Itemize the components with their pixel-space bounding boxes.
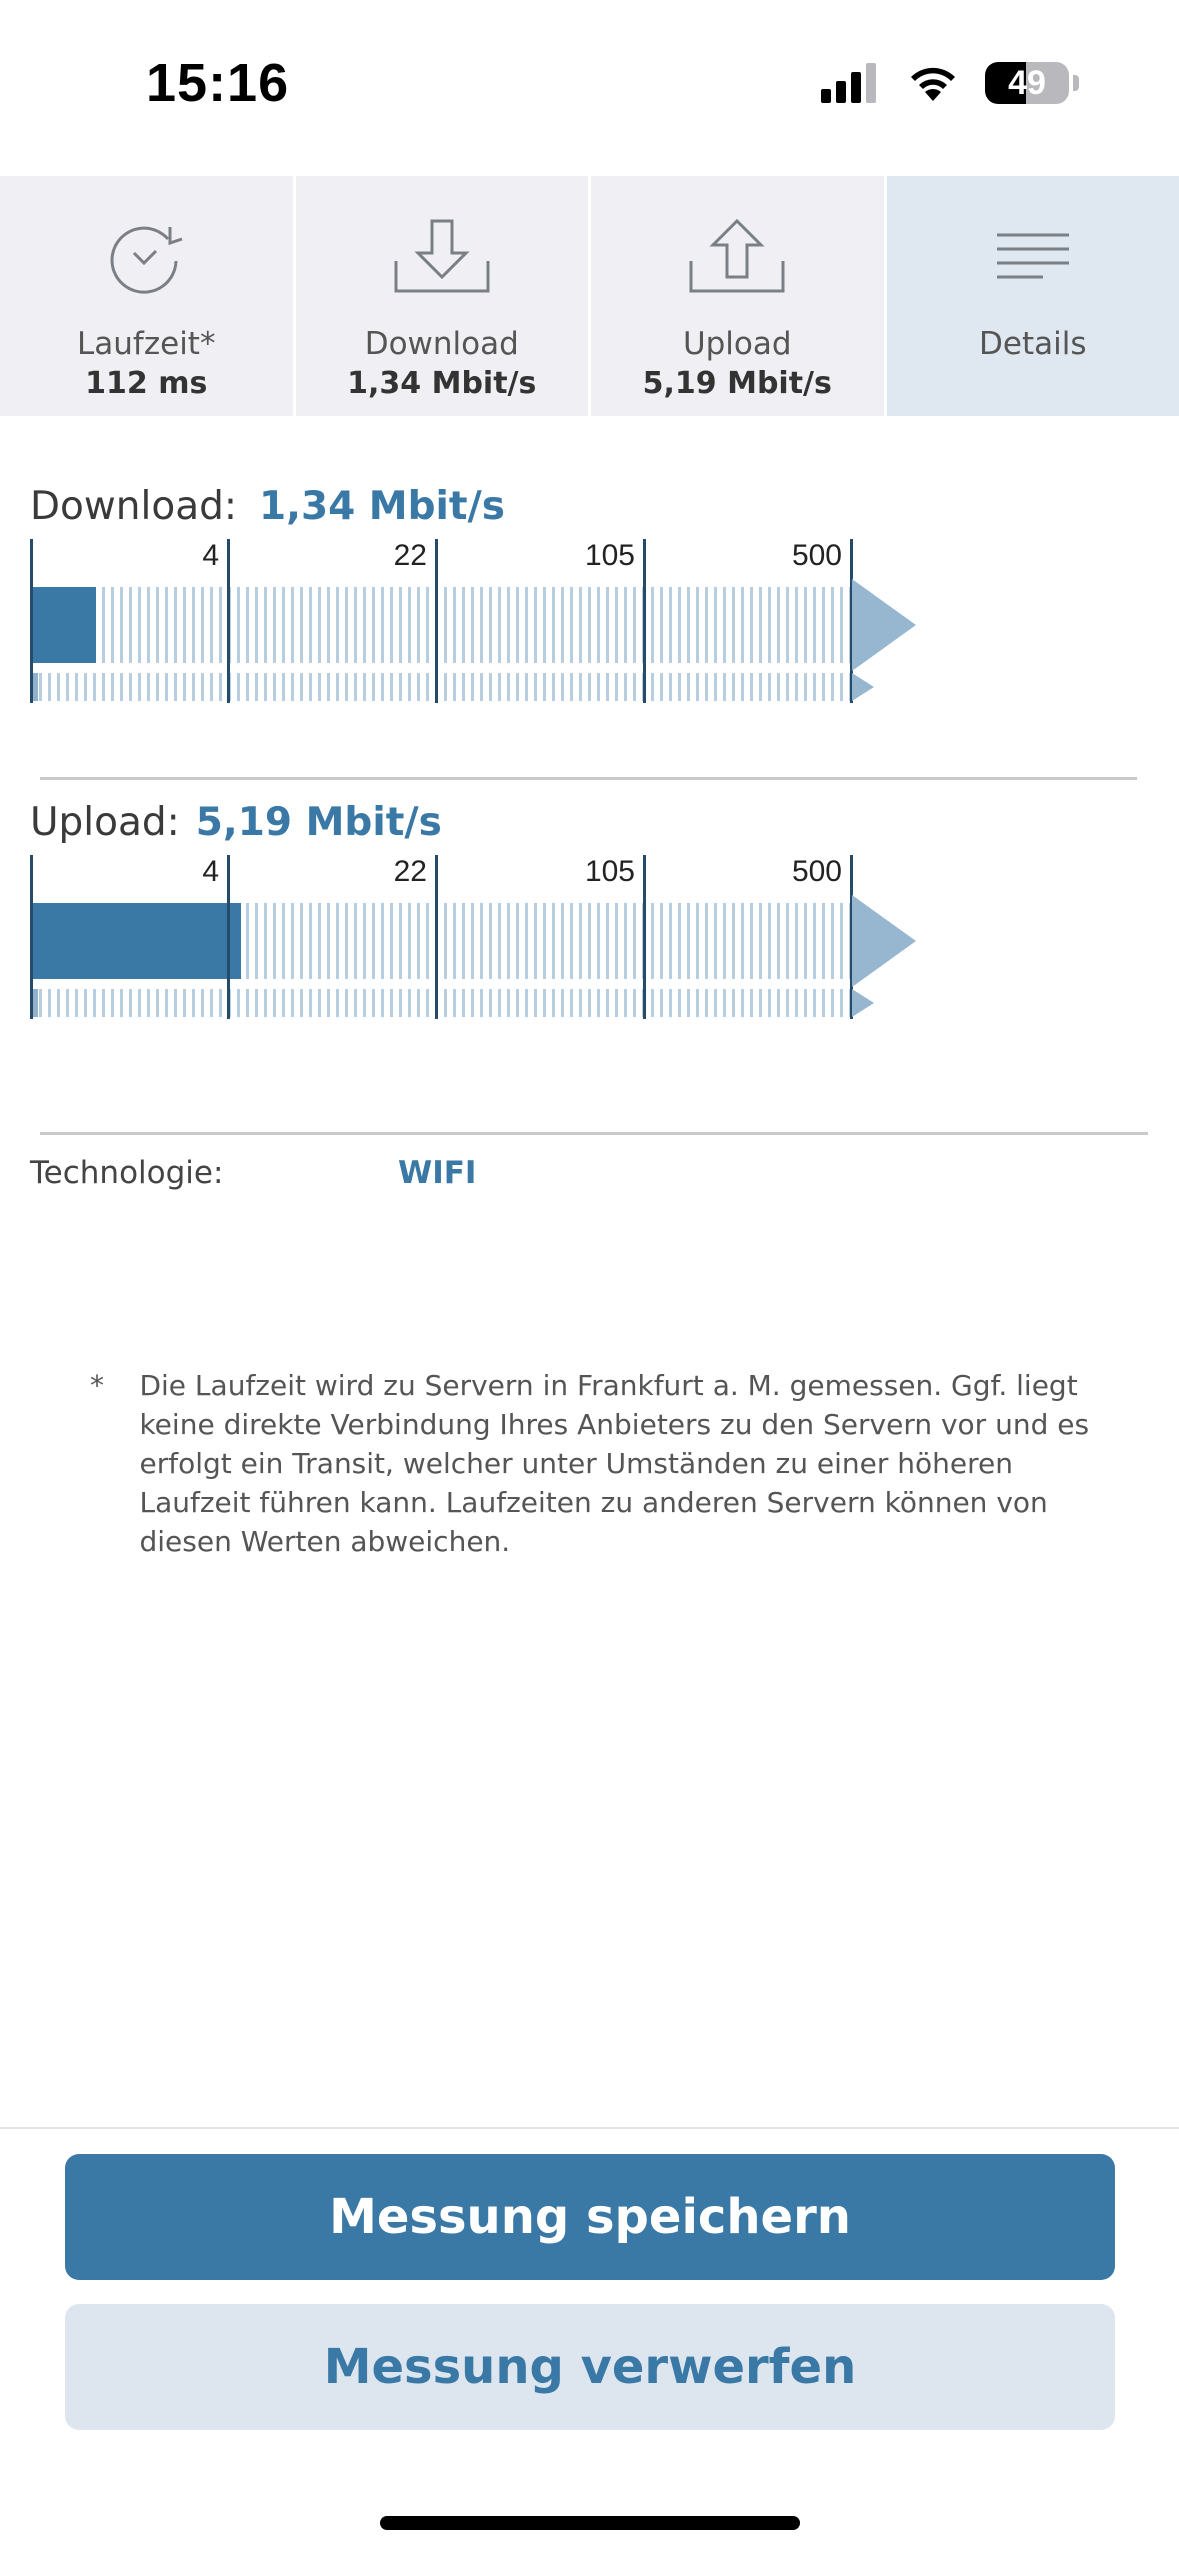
download-icon xyxy=(387,212,497,302)
upload-scale-arrow xyxy=(852,895,916,987)
footnote-text: Die Laufzeit wird zu Servern in Frankfurt a. M. gemessen. Ggf. liegt keine direkte Verbindung Ihres Anbieters zu den Servern vor und es erfolgt ein Transit, welcher unter Umständen zu einer höheren Laufzeit führen kann. Laufzeiten zu anderen Servern können von diesen Werten abweichen. xyxy=(139,1369,1090,1558)
tab-upload[interactable] xyxy=(591,176,884,416)
refresh-check-icon xyxy=(91,212,201,302)
upload-value: 5,19 Mbit/s xyxy=(195,800,442,845)
footnote-marker: * xyxy=(90,1369,104,1402)
upload-tick-label: 105 xyxy=(584,855,635,888)
tab-upload-label: Upload xyxy=(682,326,792,362)
technology-label: Technologie: xyxy=(30,1155,224,1191)
tab-details[interactable] xyxy=(887,176,1179,416)
download-subscale-arrow xyxy=(852,673,874,701)
tab-upload-value: 5,19 Mbit/s xyxy=(642,366,832,401)
upload-axis-start xyxy=(30,855,33,1019)
latency-footnote xyxy=(90,1366,1090,1561)
upload-tick-label: 4 xyxy=(202,855,219,888)
download-axis-start xyxy=(30,539,33,703)
section-divider xyxy=(40,777,1137,780)
download-tick-line xyxy=(643,539,646,703)
tab-details-label: Details xyxy=(979,326,1087,362)
download-label: Download: xyxy=(30,484,237,529)
download-value: 1,34 Mbit/s xyxy=(259,484,505,529)
upload-speed-bar xyxy=(30,903,241,979)
download-section xyxy=(30,484,1150,703)
download-scale-track xyxy=(30,587,852,663)
upload-scale-subtrack xyxy=(30,989,852,1017)
upload-section xyxy=(30,800,1150,1019)
download-scale-subtrack xyxy=(30,673,852,701)
battery-level: 49 xyxy=(1008,63,1046,102)
upload-icon xyxy=(682,212,792,302)
tab-download-label: Download xyxy=(364,326,519,362)
tab-laufzeit-label: Laufzeit* xyxy=(77,326,216,362)
tab-laufzeit[interactable] xyxy=(0,176,293,416)
upload-tick-line xyxy=(643,855,646,1019)
tab-download[interactable] xyxy=(296,176,589,416)
tab-laufzeit-value: 112 ms xyxy=(85,366,208,401)
status-icons xyxy=(821,62,1079,104)
bottom-separator xyxy=(0,2127,1179,2129)
download-tick-line xyxy=(435,539,438,703)
download-speed-bar xyxy=(30,587,96,663)
details-lines-icon xyxy=(978,212,1088,302)
download-speed-scale xyxy=(30,539,930,703)
wifi-icon xyxy=(905,63,961,103)
cellular-signal-icon xyxy=(821,63,881,103)
download-tick-line xyxy=(227,539,230,703)
upload-tick-line xyxy=(227,855,230,1019)
battery-cap xyxy=(1073,75,1079,91)
status-time: 15:16 xyxy=(146,53,290,113)
download-header xyxy=(30,484,1150,529)
upload-header xyxy=(30,800,1150,845)
discard-measurement-button[interactable]: Messung verwerfen xyxy=(65,2304,1115,2430)
download-tick-label: 105 xyxy=(584,539,635,572)
upload-speed-scale xyxy=(30,855,930,1019)
tab-download-value: 1,34 Mbit/s xyxy=(347,366,537,401)
home-indicator[interactable] xyxy=(380,2516,800,2530)
download-tick-label: 22 xyxy=(393,539,427,572)
status-bar xyxy=(0,0,1179,176)
download-tick-label: 500 xyxy=(791,539,842,572)
upload-label: Upload: xyxy=(30,800,180,845)
upload-subscale-arrow xyxy=(852,989,874,1017)
battery-icon xyxy=(985,62,1069,104)
upload-tick-label: 22 xyxy=(393,855,427,888)
download-tick-label: 4 xyxy=(202,539,219,572)
download-scale-arrow xyxy=(852,579,916,671)
section-divider xyxy=(40,1132,1148,1135)
upload-tick-line xyxy=(435,855,438,1019)
result-tabbar xyxy=(0,176,1179,416)
technology-value: WIFI xyxy=(398,1155,477,1191)
save-measurement-button[interactable]: Messung speichern xyxy=(65,2154,1115,2280)
technology-row xyxy=(30,1155,476,1191)
upload-tick-label: 500 xyxy=(791,855,842,888)
